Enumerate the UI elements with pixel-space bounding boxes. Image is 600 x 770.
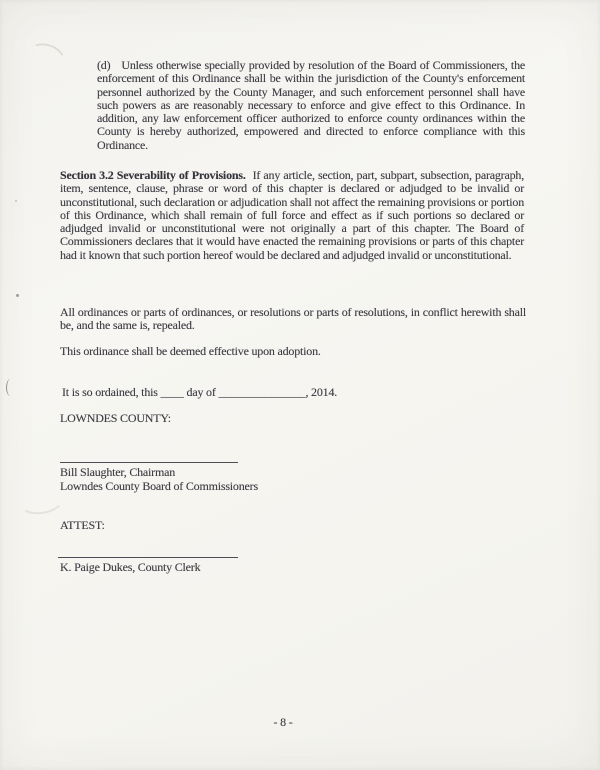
scan-dot [15,200,17,202]
section-3-2-text: If any article, section, part, subpart, subsection, paragraph, item, sentence, clause, phrase or word of this chapter is declared or adjudged to be invalid or unconstitutional, such declaration or adjudication shall not affect the remaining provisions or portion of this Ordinance, which shall remain of full force and effect as if such portions so declared or adjudged invalid or unconstitutional were not originally a part of this chapter. The Board of Commissioners declares that it would have enacted the remaining provisions or parts of this chapter had it known that such portion hereof would be declared and adjudged invalid or unconstitutional. [60,168,524,262]
page-number: - 8 - [273,715,293,729]
paragraph-d-label: (d) [97,58,111,72]
clerk-signature-line [58,557,238,558]
scan-paren-mark [6,379,15,396]
clerk-name: K. Paige Dukes, County Clerk [60,560,201,574]
paragraph-d-text: Unless otherwise specially provided by resolution of the Board of Commissioners, the enforcement of this Ordinance shall be within the jurisdiction of the County's enforcement personnel authorized by the County Manager, and such enforcement personnel shall have such powers as are reasonably necessary to enforce and give effect to this Ordinance. In addition, any law enforcement officer authorized to enforce county ordinances within the County is hereby authorized, empowered and directed to enforce compliance with this Ordinance. [97,58,525,152]
ordained-clause: It is so ordained, this ____ day of _______________, 2014. [62,385,338,399]
section-3-2-paragraph [60,169,524,262]
scan-scratch-mark [16,483,65,517]
county-heading: LOWNDES COUNTY: [60,411,171,425]
repealer-clause: All ordinances or parts of ordinances, or resolutions or parts of resolutions, in conflict herewith shall be, and the same is, repealed. [60,305,526,333]
scan-dot [16,294,19,297]
effective-date-clause: This ordinance shall be deemed effective upon adoption. [60,344,321,358]
scan-scratch-mark [22,38,70,80]
chairman-name: Bill Slaughter, Chairman [60,465,176,479]
chairman-title: Lowndes County Board of Commissioners [60,479,258,493]
chairman-signature-line [60,462,238,463]
paragraph-d [97,59,525,152]
attest-label: ATTEST: [60,518,105,532]
section-3-2-heading: Section 3.2 Severability of Provisions. [60,168,246,182]
